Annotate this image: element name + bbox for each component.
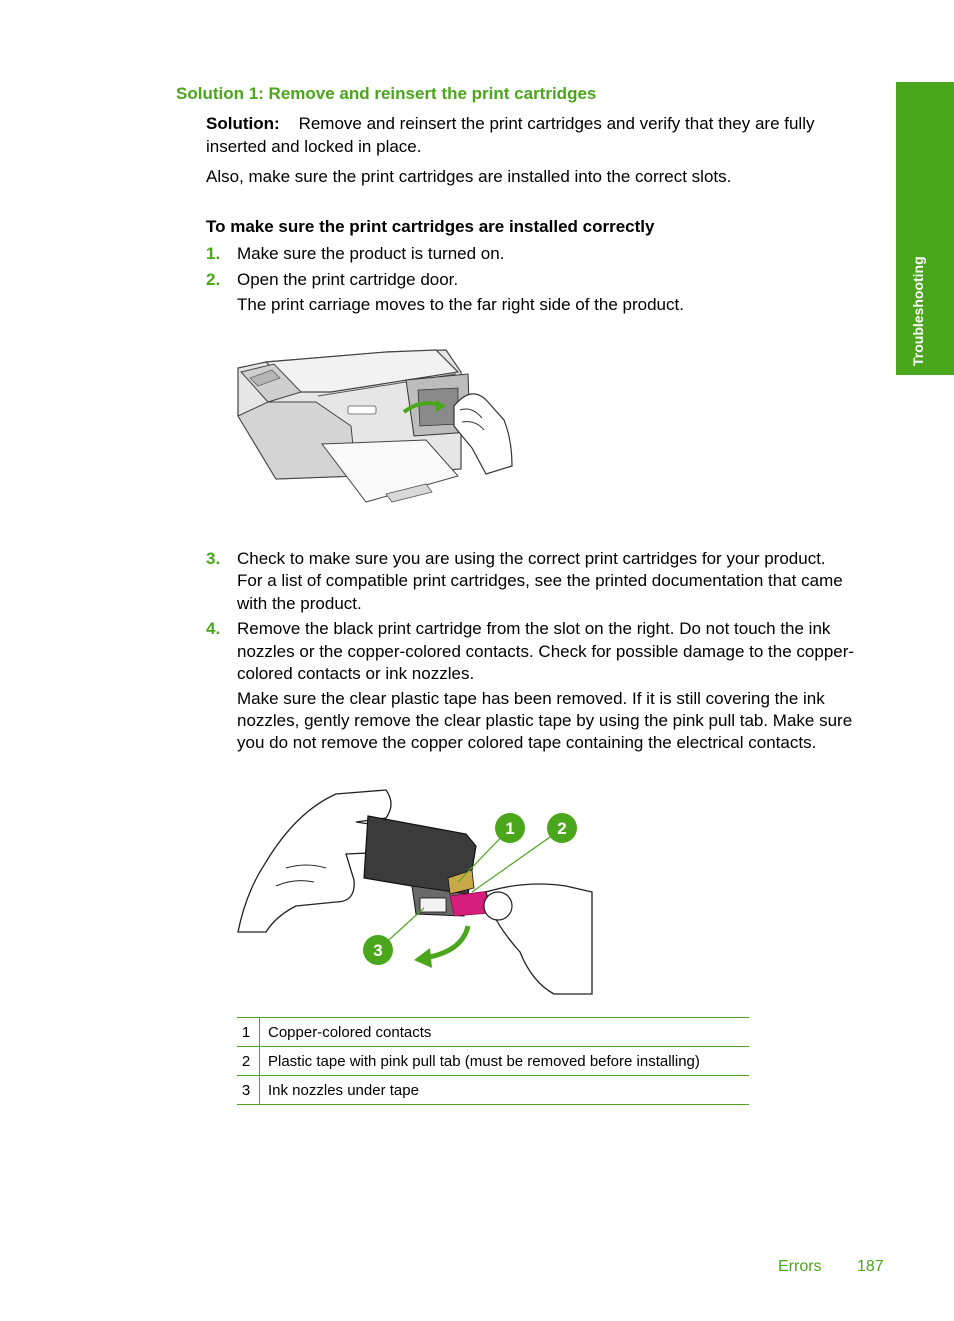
step4-note-line: Make sure the clear plastic tape has been removed. If it is still covering the ink bbox=[237, 689, 825, 708]
callout-description: Copper-colored contacts bbox=[260, 1018, 750, 1047]
callout-marker-3-label: 3 bbox=[373, 941, 383, 960]
callout-number: 1 bbox=[237, 1018, 260, 1047]
side-tab-label: Troubleshooting bbox=[910, 256, 926, 366]
solution-paragraph bbox=[206, 113, 886, 158]
step-number: 3. bbox=[206, 549, 221, 568]
callout-marker-1 bbox=[495, 813, 525, 843]
step-number: 4. bbox=[206, 619, 221, 638]
procedure-title: To make sure the print cartridges are installed correctly bbox=[206, 217, 655, 236]
step4-note-line: you do not remove the copper colored tape containing the electrical contacts. bbox=[237, 733, 817, 752]
step-number: 1. bbox=[206, 244, 221, 263]
table-row bbox=[237, 1018, 749, 1047]
callout-marker-1-label: 1 bbox=[505, 819, 515, 838]
also-text: Also, make sure the print cartridges are installed into the correct slots. bbox=[206, 167, 732, 186]
step-text: nozzles or the copper-colored contacts. Check for possible damage to the copper- bbox=[237, 642, 855, 661]
callout-number: 3 bbox=[237, 1076, 260, 1105]
table-row bbox=[237, 1047, 749, 1076]
step-text: The print carriage moves to the far right side of the product. bbox=[237, 295, 684, 314]
table-row bbox=[237, 1076, 749, 1105]
step-text: colored contacts or ink nozzles. bbox=[237, 664, 475, 683]
callout-marker-2 bbox=[547, 813, 577, 843]
step-text: with the product. bbox=[237, 594, 362, 613]
callout-marker-3 bbox=[363, 935, 393, 965]
solution-text-line1: Remove and reinsert the print cartridges and verify that they are fully bbox=[298, 114, 815, 133]
section-title: Solution 1: Remove and reinsert the print cartridges bbox=[176, 84, 597, 103]
step-text: Open the print cartridge door. bbox=[237, 270, 459, 289]
callout-marker-2-label: 2 bbox=[557, 819, 567, 838]
callout-description: Ink nozzles under tape bbox=[260, 1076, 750, 1105]
step-number: 2. bbox=[206, 270, 221, 289]
callout-description: Plastic tape with pink pull tab (must be removed before installing) bbox=[260, 1047, 750, 1076]
footer-section: Errors bbox=[778, 1258, 822, 1275]
solution-text-line2: inserted and locked in place. bbox=[206, 136, 422, 156]
step-text: For a list of compatible print cartridges, see the printed documentation that came bbox=[237, 571, 843, 590]
step4-note-line: nozzles, gently remove the clear plastic tape by using the pink pull tab. Make sure bbox=[237, 711, 853, 730]
footer-page-number: 187 bbox=[857, 1258, 884, 1275]
printer-figure bbox=[236, 344, 520, 514]
step-text: Make sure the product is turned on. bbox=[237, 244, 505, 263]
callout-table bbox=[237, 1017, 749, 1105]
solution-label: Solution: bbox=[206, 114, 280, 133]
cartridge-figure bbox=[236, 782, 596, 998]
step-text: Check to make sure you are using the correct print cartridges for your product. bbox=[237, 549, 826, 568]
step-text: Remove the black print cartridge from the slot on the right. Do not touch the ink bbox=[237, 619, 831, 638]
callout-number: 2 bbox=[237, 1047, 260, 1076]
